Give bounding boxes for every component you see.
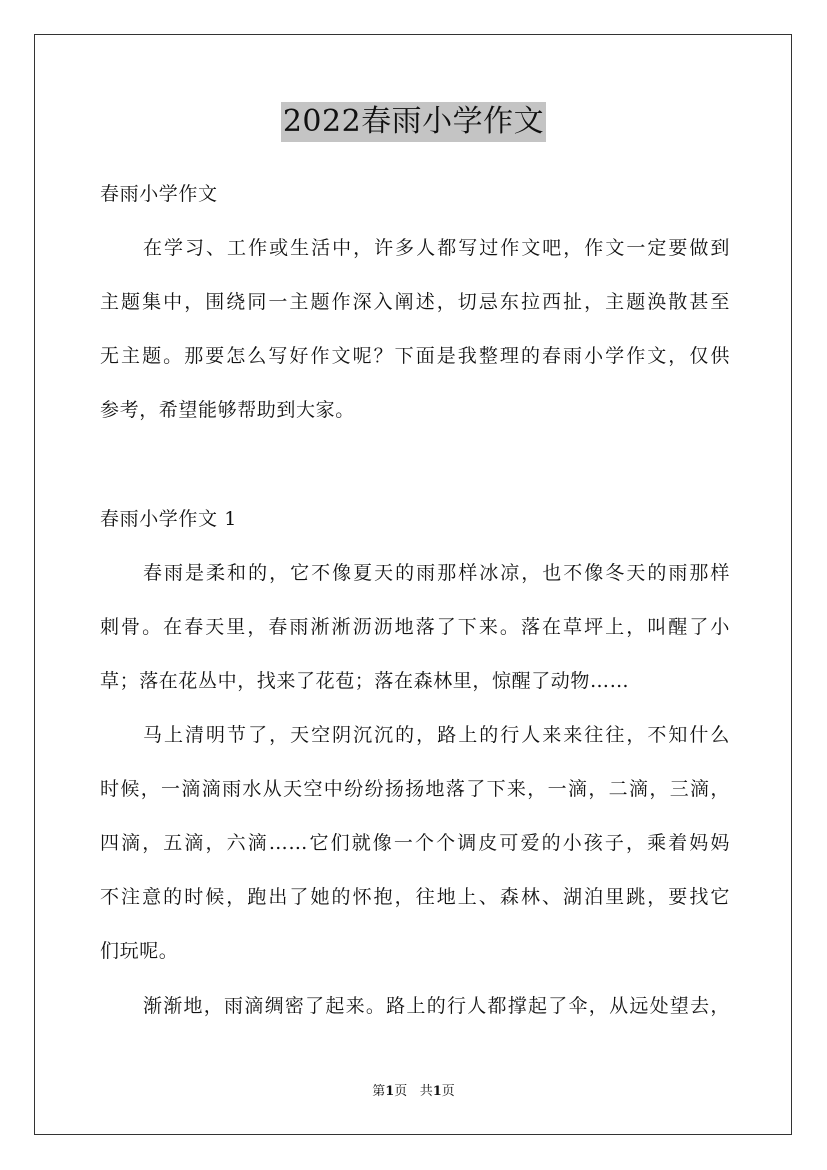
page-suffix: 页 — [441, 1084, 455, 1099]
document-title-text: 2022春雨小学作文 — [281, 102, 546, 142]
paragraph-line: 春雨是柔和的，它不像夏天的雨那样冰凉，也不像冬天的雨那样 — [143, 562, 730, 584]
paragraph-line: 们玩呢。 — [100, 940, 179, 962]
current-page-number: 1 — [385, 1084, 395, 1099]
paragraph-line: 参考，希望能够帮助到大家。 — [100, 399, 355, 421]
paragraph-line: 无主题。那要怎么写好作文呢？下面是我整理的春雨小学作文，仅供 — [100, 345, 730, 367]
page-number-footer — [0, 1083, 827, 1101]
total-page-number: 1 — [432, 1084, 442, 1099]
paragraph-line: 主题集中，围绕同一主题作深入阐述，切忌东拉西扯，主题涣散甚至 — [100, 291, 730, 313]
page-mid-text: 页 共 — [394, 1084, 433, 1099]
paragraph-line: 草；落在花丛中，找来了花苞；落在森林里，惊醒了动物…… — [100, 670, 630, 692]
paragraph-line: 渐渐地，雨滴绸密了起来。路上的行人都撑起了伞，从远处望去， — [143, 995, 730, 1017]
paragraph-line: 四滴，五滴，六滴……它们就像一个个调皮可爱的小孩子，乘着妈妈 — [100, 832, 730, 854]
page-prefix: 第 — [372, 1084, 386, 1099]
document-title — [0, 102, 827, 142]
section-heading-essay-1: 春雨小学作文 1 — [100, 508, 237, 530]
section-heading-intro: 春雨小学作文 — [100, 183, 218, 205]
paragraph-line: 不注意的时候，跑出了她的怀抱，往地上、森林、湖泊里跳，要找它 — [100, 886, 730, 908]
paragraph-line: 在学习、工作或生活中，许多人都写过作文吧，作文一定要做到 — [143, 237, 730, 259]
paragraph-line: 刺骨。在春天里，春雨淅淅沥沥地落了下来。落在草坪上，叫醒了小 — [100, 616, 730, 638]
paragraph-line: 马上清明节了，天空阴沉沉的，路上的行人来来往往，不知什么 — [143, 724, 730, 746]
paragraph-line: 时候，一滴滴雨水从天空中纷纷扬扬地落了下来，一滴，二滴，三滴， — [100, 778, 730, 800]
